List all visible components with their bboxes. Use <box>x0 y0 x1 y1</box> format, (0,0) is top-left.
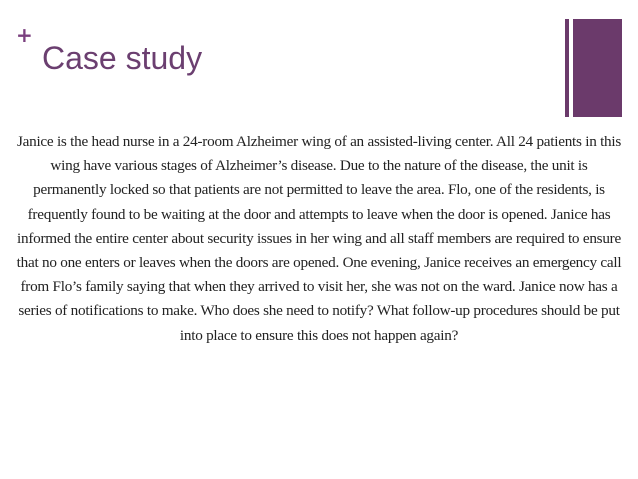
case-study-text: Janice is the head nurse in a 24-room Alzheimer wing of an assisted-living center. All 24 patients in this wing have various stages of Alzheimer’s disease. Due to the nature of the disease, the unit is permanently locked so that patients are not permitted to leave the area. Flo, one of the residents, is frequently found to be waiting at the door and attempts to leave when the door is opened. Janice has informed the entire center about security issues in her wing and all staff members are required to ensure that no one enters or leaves when the doors are opened. One evening, Janice receives an emergency call from Flo’s family saying that when they arrived to visit her, she was not on the ward. Janice now has a series of notifications to make. Who does she need to notify? What follow-up procedures should be put into place to ensure this does not happen again? <box>16 133 622 344</box>
plus-icon: + <box>16 23 33 47</box>
slide-title: Case study <box>42 40 203 76</box>
accent-bar-thin <box>565 19 569 117</box>
accent-bar-thick <box>573 19 622 117</box>
